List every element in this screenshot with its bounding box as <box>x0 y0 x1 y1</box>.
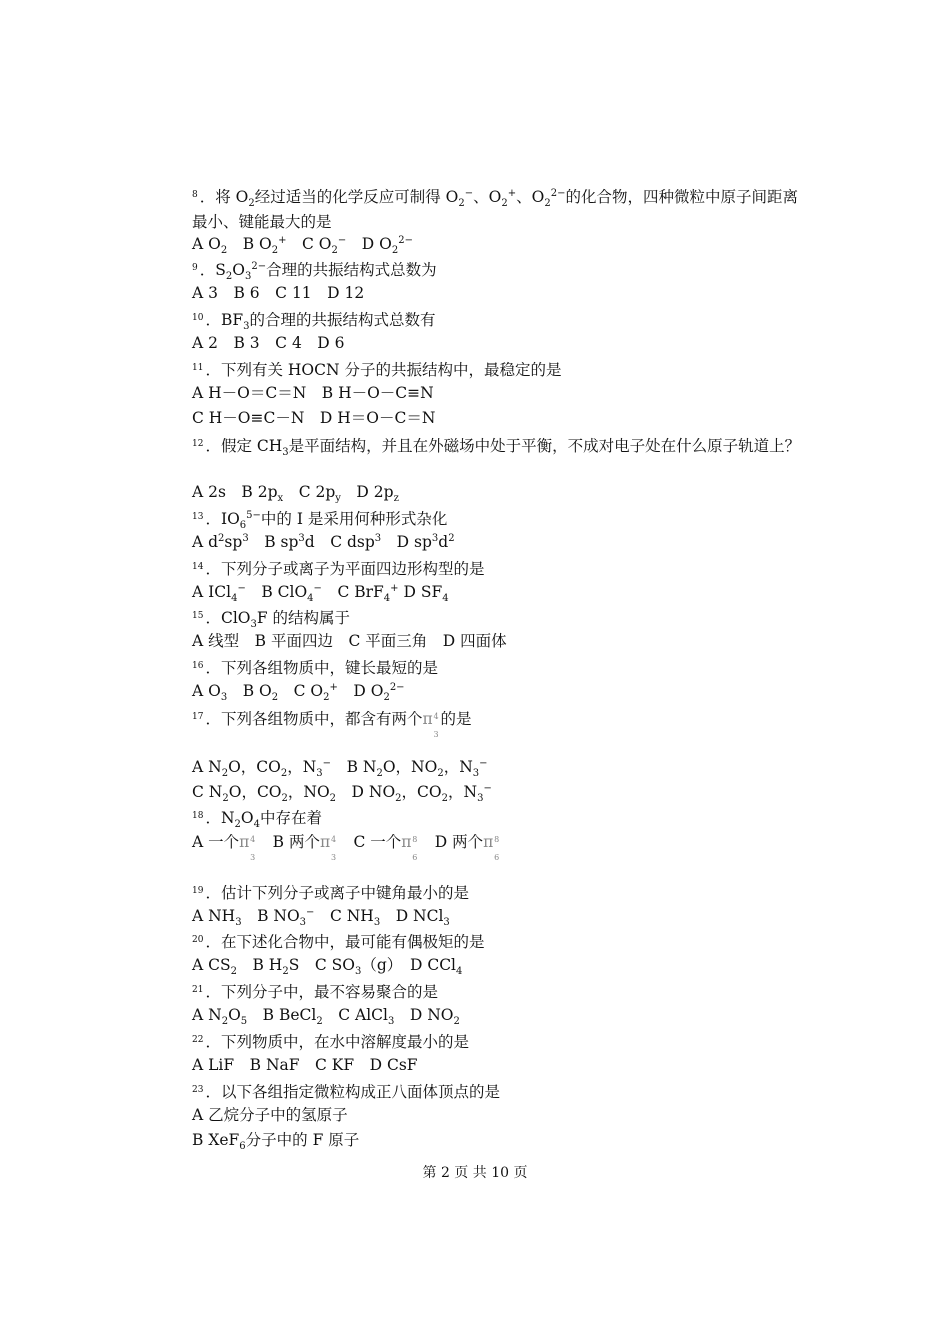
question-text: ．ClO$_3$F 的结构属于 <box>205 609 351 631</box>
question-text: ．估计下列分子或离子中键角最小的是 <box>205 884 469 902</box>
answer-options: A $NH_3$ B $NO_3^-$ C $NH_3$ D NCl$_3$ <box>192 906 450 929</box>
answer-options: A ICl$_4$− B ClO$_4$− C BrF$_4$+ D $SF_4$ <box>192 582 449 605</box>
question-20 <box>192 930 950 952</box>
question-number: 21 <box>192 985 204 995</box>
question-number: 22 <box>192 1035 204 1045</box>
answer-options: A LiF B NaF C KF D CsF <box>192 1056 418 1074</box>
question-number: 9 <box>192 263 198 273</box>
question-18 <box>192 806 950 831</box>
question-number: 19 <box>192 886 204 896</box>
question-text: ．$BF_3$的合理的共振结构式总数有 <box>205 311 436 333</box>
question-number: 8 <box>192 190 198 200</box>
question-number: 17 <box>192 712 204 722</box>
question-text: ．下列有关 HOCN 分子的共振结构中，最稳定的是 <box>205 361 562 379</box>
question-text: ．以下各组指定微粒构成正八面体顶点的是 <box>205 1083 500 1101</box>
question-text: ．$S_2O_3^{2-}$合理的共振结构式总数为 <box>199 260 437 283</box>
answer-options: A 2s B $2p_x$ C $2p_y$ D $2p_z$ <box>192 483 399 505</box>
answer-options: A $O_2$ B $O_2^+$ C $O_2^-$ D $O_2^{2-}$ <box>192 234 413 257</box>
answer-options: A 2 B 3 C 4 D 6 <box>192 334 345 352</box>
question-16 <box>192 656 950 678</box>
answer-options: A $O_3$ B $O_2$ C $O_2^+$ D $O_2^{2-}$ <box>192 681 405 704</box>
question-number: 15 <box>192 611 204 621</box>
question-number: 23 <box>192 1085 204 1095</box>
question-19 <box>192 881 950 903</box>
answer-options: A $d^2sp^3$ B $sp^3d$ C dsp$^3$ D $sp^3d^2$ <box>192 532 455 551</box>
question-23 <box>192 1080 950 1102</box>
answer-options: A $N_2O_5$ B BeCl$_2$ C AlCl$_3$ D $NO_2$ <box>192 1006 460 1028</box>
question-text: ．下列各组物质中，键长最短的是 <box>205 659 438 677</box>
question-11 <box>192 358 950 380</box>
answer-options: A $N_2O$，$CO_2$，$N_3^-$ B $N_2O$，$NO_2$，$N_3^-$ <box>192 757 488 780</box>
question-12 <box>192 432 802 459</box>
answer-options: C $N_2O$，$CO_2$，$NO_2$ D $NO_2$，$CO_2$，$N_3^-$ <box>192 782 492 805</box>
question-9 <box>192 258 950 283</box>
page-footer: 第 2 页 共 10 页 <box>422 1165 528 1181</box>
question-text: ．$IO_6^{5-}$中的 I 是采用何种形式杂化 <box>205 509 448 532</box>
question-text: ．下列各组物质中，都含有两个π 4 3 的是 <box>205 710 472 739</box>
answer-options: A $CS_2$ B $H_2S$ C $SO_3(g)$ D CCl$_4$ <box>192 956 463 978</box>
question-text: ．将 $O_2$经过适当的化学反应可制得 $O_2^-$、$O_2^+$、$O_2^{2-}$的化合物，四种微粒中原子间距离最小、键能最大的是 <box>192 187 798 231</box>
answer-options: B XeF$_6$分子中的 F 原子 <box>192 1131 360 1153</box>
question-text: ．下列分子或离子为平面四边形构型的是 <box>205 560 485 578</box>
question-13 <box>192 507 950 532</box>
question-10 <box>192 308 950 333</box>
question-text: ．$N_2O_4$中存在着 <box>205 809 323 831</box>
question-text: ．假定 $CH_3$是平面结构，并且在外磁场中处于平衡，不成对电子处在什么原子轨道上？ <box>205 437 801 459</box>
question-15 <box>192 606 950 631</box>
question-text: ．下列分子中，最不容易聚合的是 <box>205 983 438 1001</box>
question-number: 20 <box>192 935 204 945</box>
question-17 <box>192 707 950 739</box>
question-number: 16 <box>192 661 204 671</box>
answer-options: A 乙烷分子中的氢原子 <box>192 1106 348 1124</box>
question-text: ．下列物质中，在水中溶解度最小的是 <box>205 1033 469 1051</box>
question-number: 11 <box>192 363 204 373</box>
question-number: 18 <box>192 811 204 821</box>
question-8 <box>192 183 802 235</box>
answer-options: A H－O＝C＝N B H－O－C≡N <box>192 384 434 402</box>
answer-options: A 3 B 6 C 11 D 12 <box>192 284 365 302</box>
question-number: 14 <box>192 562 204 572</box>
answer-options: A 线型 B 平面四边 C 平面三角 D 四面体 <box>192 632 507 650</box>
question-14 <box>192 557 950 579</box>
question-22 <box>192 1030 950 1052</box>
question-number: 12 <box>192 439 204 449</box>
question-text: ．在下述化合物中，最可能有偶极矩的是 <box>205 933 485 951</box>
answer-options: C H－O≡C－N D H＝O－C＝N <box>192 409 436 427</box>
answer-options: A 一个π 4 3 B 两个π 4 3 C 一个π 8 6 D 两个π 8 6 <box>192 833 500 862</box>
question-number: 13 <box>192 512 204 522</box>
question-21 <box>192 980 950 1002</box>
question-number: 10 <box>192 313 204 323</box>
